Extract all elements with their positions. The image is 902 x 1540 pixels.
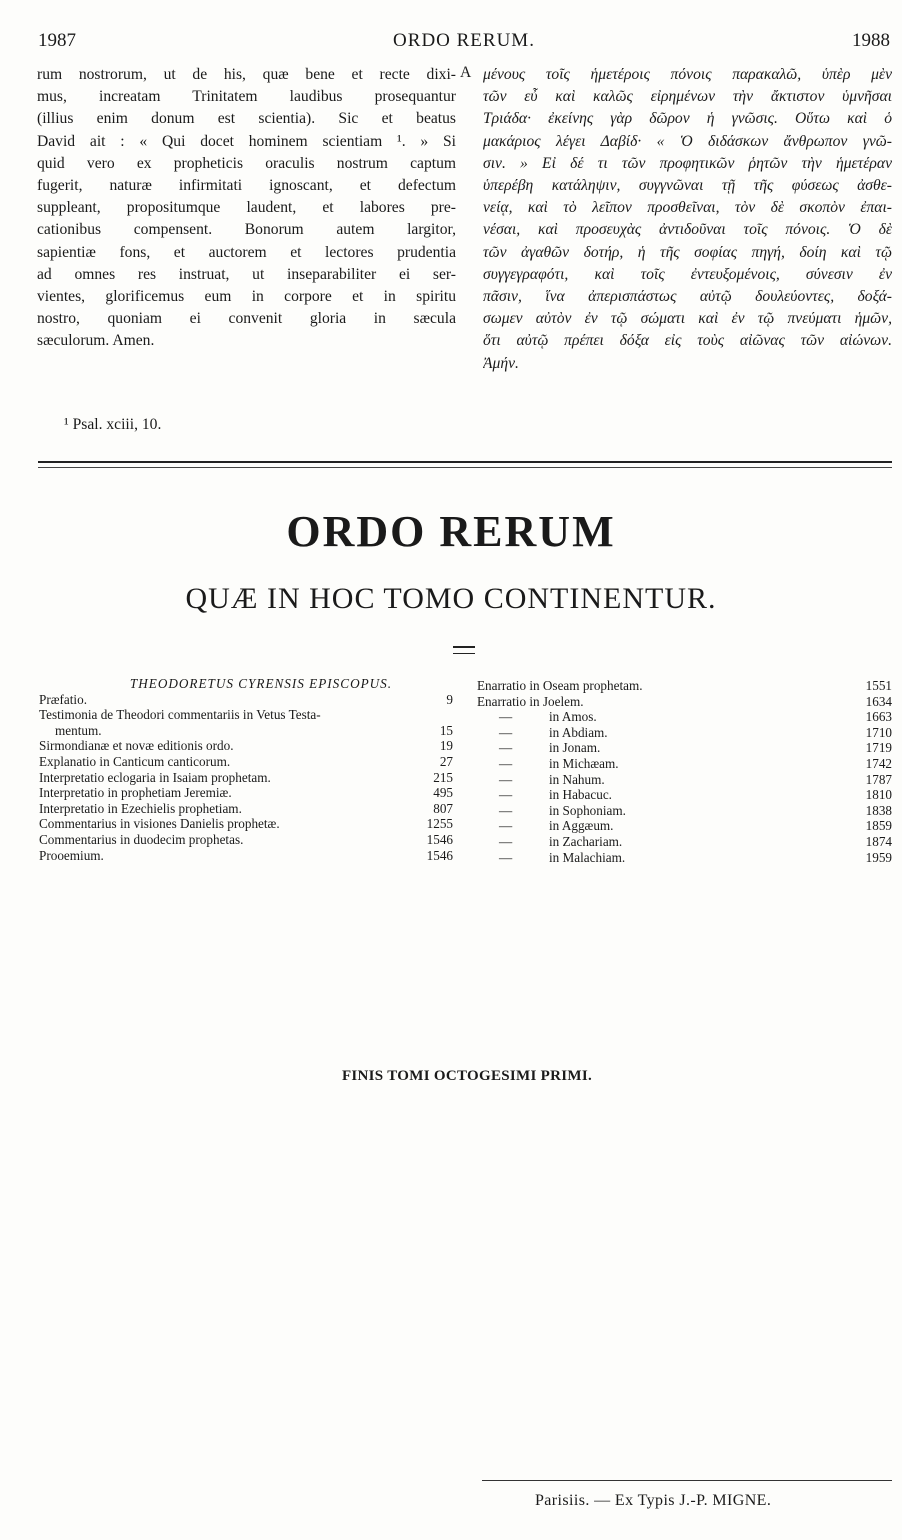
toc-entry-title: Explanatio in Canticum canticorum. [39,753,231,769]
toc-entry-page: 495 [433,785,453,801]
ditto-dash: — [499,771,513,787]
toc-entry-title: Interpretatio eclogaria in Isaiam prophetam. [39,769,271,785]
finis-line: FINIS TOMI OCTOGESIMI PRIMI. [341,1068,593,1084]
toc-entry-page: 1874 [865,833,892,849]
toc-entry-page: 807 [433,800,453,816]
toc-entry-title: in Amos. [549,709,597,725]
toc-entry [39,785,453,801]
greek-text-line: συγγεγραφότι, καὶ τοῖς ἐντευξομένοις, σύνεσιν ἐν [483,265,892,283]
running-title: ORDO RERUM. [393,30,535,51]
greek-text-line: μένους τοῖς ἡμετέροις πόνοις παρακαλῶ, ὑπὲρ μὲν [483,66,892,83]
toc-entry-page: 9 [446,691,453,707]
toc-entry-title: mentum. [55,722,102,738]
ditto-dash: — [499,724,513,740]
toc-entry-page: 1959 [865,849,892,865]
latin-text-line: suppleant, propositumque laudent, et labores pre- [37,199,456,217]
toc-entry-title: Enarratio in Oseam prophetam. [477,678,643,693]
latin-text-line: mus, increatam Trinitatem laudibus prosequantur [37,88,456,106]
toc-entry-page: 1634 [865,693,892,709]
toc-entry-page: 1810 [865,787,892,803]
greek-text-line: νείᾳ, καὶ τὸ λεῖπον προσθεῖναι, τὸν δὲ σκοπὸν ἐπαι- [483,199,892,217]
toc-entry-page: 1710 [865,724,892,740]
latin-text-line: David ait : « Qui docet hominem scientiam ¹. » Si [37,132,456,150]
toc-entry-page: 1787 [865,771,892,787]
latin-text-line: cationibus compensent. Bonorum autem largitor, [37,221,456,239]
greek-text-line: ὑπερέβη κατάληψιν, συγγνῶναι τῇ τῆς φύσεως ἀσθε- [483,177,892,195]
latin-text-line: rum nostrorum, ut de his, quæ bene et recte dixi- [37,66,456,83]
ditto-dash: — [499,833,513,849]
ditto-dash: — [499,787,513,803]
toc-entry-page: 1719 [865,740,892,756]
latin-text-line: (illius enim donum est scientia). Sic et beatus [37,110,456,128]
toc-entry [477,725,892,741]
toc-entry-title: in Abdiam. [549,724,608,740]
toc-entry-page: 27 [439,753,453,769]
toc-entry-page: 19 [439,738,453,754]
column-marker: A [460,64,472,81]
toc-entry [477,756,892,772]
latin-text-line: sapientiæ fons, et auctorem et lectores prudentia [37,243,456,261]
greek-text-line: ὅτι αὐτῷ πρέπει δόξα εἰς τοὺς αἰῶνας τῶν αἰώνων. [483,332,892,350]
ditto-dash: — [499,709,513,725]
ditto-dash: — [499,818,513,834]
latin-text-line: fugerit, naturæ infirmitati ignoscant, et defectum [37,177,456,195]
toc-entry [477,818,892,834]
toc-entry [477,772,892,788]
toc-entry [39,801,453,817]
greek-text-line: σωμεν αὐτὸν ἐν τῷ σώματι καὶ ἐν τῷ πνεύματι ἡμῶν, [483,310,892,328]
toc-entry [477,834,892,850]
left-page-number: 1987 [38,30,76,51]
greek-text-line: τῶν ἀγαθῶν δοτήρ, ἡ τῆς σοφίας πηγή, δοίη καὶ τῷ [483,243,892,261]
toc-entry-title: in Nahum. [549,771,605,787]
subtitle: QUÆ IN HOC TOMO CONTINENTUR. [185,582,717,615]
toc-section-heading: THEODORETUS CYRENSIS EPISCOPUS. [129,676,393,691]
toc-entry [39,770,453,786]
ditto-dash: — [499,849,513,865]
toc-entry-title: in Jonam. [549,740,601,756]
footnote: ¹ Psal. xciii, 10. [64,416,162,433]
running-header [38,30,890,58]
toc-entry [477,740,892,756]
greek-text-line: μακάριος λέγει Δαβίδ· « Ὁ διδάσκων ἄνθρωπον γνῶ- [483,132,892,150]
toc-entry-page: 1551 [865,678,892,693]
toc-entry-page: 1742 [865,755,892,771]
latin-text-line: quid vero ex propheticis oraculis nostrum captum [37,154,456,172]
toc-entry [477,678,892,694]
toc-entry-page: 1546 [426,847,453,863]
ditto-dash: — [499,740,513,756]
greek-text-line: πᾶσιν, ἵνα ἀπερισπάστως αὐτῷ δουλεύοντες, δοξά- [483,288,892,306]
printer-imprint: Parisiis. — Ex Typis J.-P. MIGNE. [535,1492,772,1509]
greek-text-column [483,64,892,375]
toc-entry-title: Præfatio. [39,691,87,707]
greek-text-line: νέσαι, καὶ προσευχὰς ἀντιδοῦναι τοῖς πόνοις. Ὁ δὲ [483,221,892,239]
toc-entry [39,723,453,739]
toc-entry [39,848,453,864]
toc-entry-title: Enarratio in Joelem. [477,693,584,709]
toc-entry [39,816,453,832]
toc-entry-title: in Zachariam. [549,833,623,849]
imprint-rule [482,1480,892,1481]
toc-entry-title: in Sophoniam. [549,802,626,818]
section-divider-thin [38,467,892,468]
greek-text-line: τῶν εὖ καὶ καλῶς εἰρημένων τὴν ἄκτιστον ὑμνῆσαι [483,88,892,106]
toc-entry-page: 15 [439,722,453,738]
toc-entry [477,803,892,819]
latin-text-line: vientes, glorificemus eum in corpore et in spiritu [37,288,456,306]
toc-entry-title: in Habacuc. [549,787,612,803]
toc-entry [39,692,453,708]
toc-entry-title: Commentarius in visiones Danielis prophetæ. [39,816,280,832]
toc-entry-page: 1546 [426,831,453,847]
toc-entry-title: in Malachiam. [549,849,626,865]
toc-entry [39,754,453,770]
toc-entry [477,694,892,710]
greek-text-line: Ἀμήν. [483,354,519,372]
toc-entry-title: Sirmondianæ et novæ editionis ordo. [39,738,234,754]
right-page-number: 1988 [852,30,890,51]
greek-text-line: Τριάδα· ἐκείνης γὰρ δῶρον ἡ γνῶσις. Οὕτω καὶ ὁ [483,110,892,128]
toc-entry-page: 1255 [426,816,453,832]
toc-entry-title: Interpretatio in Ezechielis prophetiam. [39,800,242,816]
toc-entry-title: Commentarius in duodecim prophetas. [39,831,244,847]
toc-entry [39,832,453,848]
toc-entry-title: Testimonia de Theodori commentariis in Vetus Testa- [39,707,321,723]
toc-entry-title: Prooemium. [39,847,104,863]
toc-entry [477,787,892,803]
toc-entry [477,850,892,866]
ditto-dash: — [499,755,513,771]
toc-entry [39,738,453,754]
ditto-dash: — [499,802,513,818]
greek-text-line: σιν. » Εἰ δέ τι τῶν προφητικῶν ῥητῶν τὴν ἡμετέραν [483,154,892,172]
toc-entry-page: 1838 [865,802,892,818]
toc-left-column [39,676,453,863]
latin-text-column [37,64,456,353]
latin-text-line: ad omnes res instruat, ut inseparabiliter ei ser- [37,265,456,283]
toc-entry-title: in Michæam. [549,755,619,771]
toc-entry-title: in Aggæum. [549,818,614,834]
toc-entry-page: 1859 [865,818,892,834]
section-divider-thick [38,461,892,463]
latin-text-line: sæculorum. Amen. [37,332,155,350]
ornament-divider [453,646,475,654]
toc-right-column [477,678,892,865]
toc-entry-title: Interpretatio in prophetiam Jeremiæ. [39,785,232,801]
main-title: ORDO RERUM [286,507,616,556]
toc-entry-page: 1663 [865,709,892,725]
toc-entry [477,709,892,725]
toc-entry [39,707,453,723]
latin-text-line: nostro, quoniam ei convenit gloria in sæcula [37,310,456,328]
toc-entry-page: 215 [433,769,453,785]
